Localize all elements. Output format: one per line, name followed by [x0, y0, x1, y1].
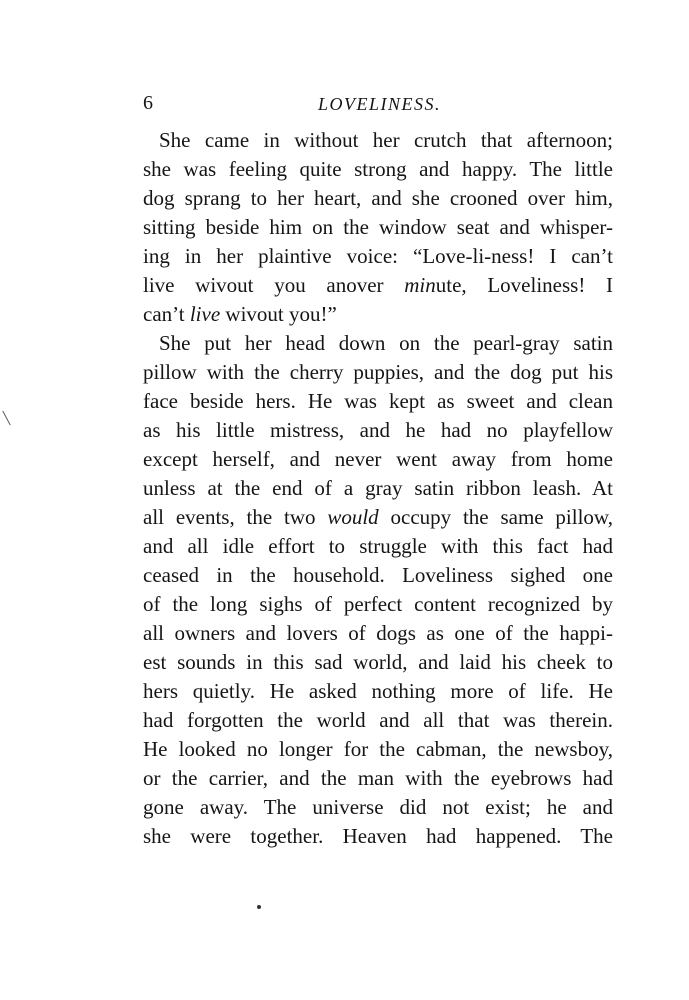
text-line [143, 271, 613, 300]
italic-text: min [404, 273, 436, 297]
text-line: or the carrier, and the man with the eyebrows had [143, 766, 613, 790]
text-run: all events, the two [143, 505, 328, 529]
text-line: He looked no longer for the cabman, the newsboy, [143, 737, 613, 761]
text-line: hers quietly. He asked nothing more of life. He [143, 679, 613, 703]
italic-text: live [189, 302, 221, 326]
ink-speck [257, 905, 261, 909]
body-text [143, 126, 613, 851]
text-line: face beside hers. He was kept as sweet and clean [143, 389, 613, 413]
running-head: LOVELINESS. [318, 94, 442, 114]
text-line: gone away. The universe did not exist; he and [143, 795, 613, 819]
text-line: She came in without her crutch that afternoon; [159, 128, 613, 152]
text-run: live wivout you anover [143, 273, 405, 297]
text-run: wivout you!” [220, 302, 337, 326]
text-line: of the long sighs of perfect content recognized by [143, 592, 613, 616]
text-line: all owners and lovers of dogs as one of the happi- [143, 621, 613, 645]
text-line: had forgotten the world and all that was therein. [143, 708, 613, 732]
text-line [143, 300, 613, 329]
text-line: she was feeling quite strong and happy. The little [143, 157, 613, 181]
text-line: as his little mistress, and he had no playfellow [143, 418, 613, 442]
text-line: sitting beside him on the window seat and whisper- [143, 215, 613, 239]
text-line: pillow with the cherry puppies, and the dog put his [143, 360, 613, 384]
text-line: she were together. Heaven had happened. The [143, 824, 613, 848]
text-line: and all idle effort to struggle with this fact had [143, 534, 613, 558]
text-line [143, 503, 613, 532]
text-run: ute, Loveliness! I [435, 273, 613, 297]
page-number: 6 [143, 92, 154, 114]
margin-mark [2, 411, 10, 426]
text-run: occupy the same pillow, [378, 505, 613, 529]
text-line: dog sprang to her heart, and she crooned over him, [143, 186, 613, 210]
text-line: She put her head down on the pearl-gray satin [159, 331, 613, 355]
text-line: unless at the end of a gray satin ribbon leash. At [143, 476, 613, 500]
text-line: except herself, and never went away from home [143, 447, 613, 471]
text-line: est sounds in this sad world, and laid his cheek to [143, 650, 613, 674]
italic-text: would [327, 505, 379, 529]
text-line: ing in her plaintive voice: “Love-li-ness! I can’t [143, 244, 613, 268]
text-line: ceased in the household. Loveliness sighed one [143, 563, 613, 587]
page-header [143, 92, 613, 118]
text-run: can’t [143, 302, 190, 326]
